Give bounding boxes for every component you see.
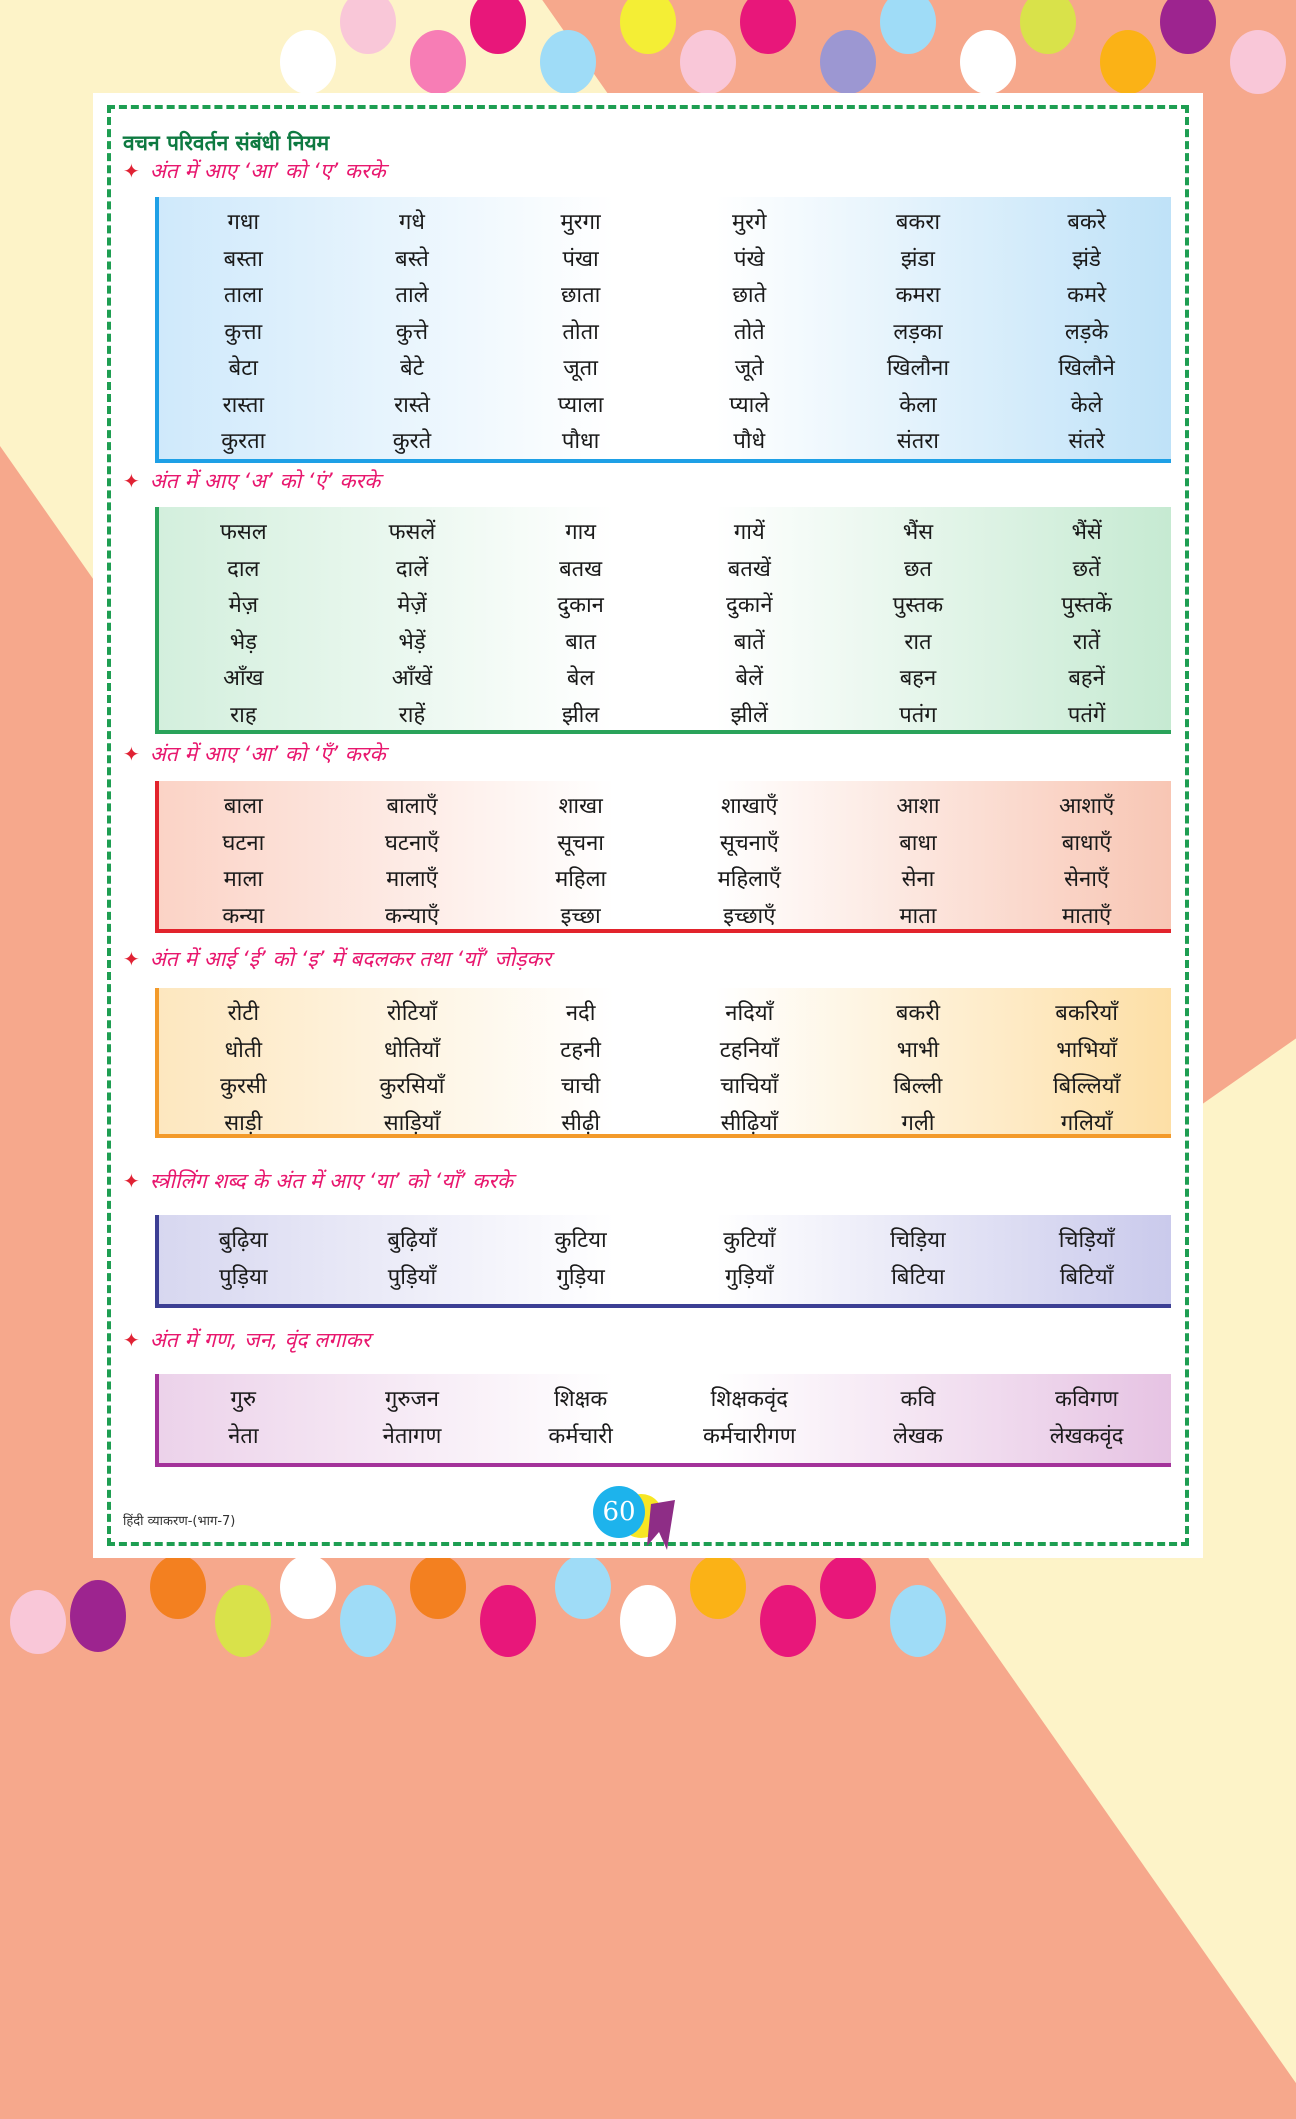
table-row (159, 203, 1171, 240)
singular-word: बुढ़िया (218, 1228, 268, 1254)
singular-word: सूचना (557, 830, 605, 856)
singular-word: प्याला (557, 392, 604, 418)
singular-word: कुरता (221, 429, 266, 455)
table-row (159, 240, 1171, 277)
singular-word: पतंग (899, 702, 937, 728)
plural-word: बेटे (400, 356, 424, 382)
singular-word: टहनी (560, 1037, 601, 1063)
decor-dot (215, 1585, 271, 1657)
page-number-badge (593, 1486, 693, 1556)
word-table (155, 781, 1171, 933)
table-row (159, 550, 1171, 587)
decor-dot (410, 30, 466, 94)
plural-word: लड़के (1064, 319, 1109, 345)
plural-word: आँखें (391, 666, 433, 692)
rule-heading (123, 1166, 513, 1196)
singular-word: बहन (899, 666, 937, 692)
plural-word: बस्ते (395, 246, 429, 272)
table-row (159, 1067, 1171, 1104)
plural-word: बालाएँ (386, 794, 438, 820)
star-bullet-icon: ✦ (123, 947, 140, 971)
table-row (159, 897, 1171, 934)
singular-word: फसल (219, 520, 267, 546)
table-row (159, 422, 1171, 459)
page (93, 93, 1203, 1558)
singular-word: बिटिया (891, 1264, 945, 1290)
plural-word: गुड़ियाँ (725, 1264, 774, 1290)
plural-word: भेड़ें (398, 629, 426, 655)
rule-heading (123, 739, 386, 769)
singular-word: कुरसी (220, 1074, 267, 1100)
plural-word: बकरे (1067, 210, 1106, 236)
plural-word: फसलें (388, 520, 436, 546)
table-row (159, 586, 1171, 623)
singular-word: जूता (563, 356, 598, 382)
singular-word: गुरु (230, 1387, 257, 1413)
singular-word: खिलौना (886, 356, 950, 382)
singular-word: कन्या (222, 903, 265, 929)
singular-word: मुरगा (560, 210, 601, 236)
singular-word: ताला (223, 283, 263, 309)
decor-dot (680, 30, 736, 94)
plural-word: झीलें (730, 702, 768, 728)
plural-word: मालाएँ (386, 867, 438, 893)
plural-word: चिड़ियाँ (1058, 1228, 1115, 1254)
plural-word: जूते (734, 356, 764, 382)
singular-word: बात (565, 629, 597, 655)
singular-word: झंडा (900, 246, 935, 272)
singular-word: आशा (896, 794, 940, 820)
plural-word: छतें (1072, 556, 1101, 582)
plural-word: सीढ़ियाँ (720, 1110, 778, 1136)
word-table (155, 197, 1171, 463)
table-row (159, 824, 1171, 861)
singular-word: पुड़िया (219, 1264, 268, 1290)
book-title: हिंदी व्याकरण-(भाग-7) (123, 1514, 236, 1529)
word-table (155, 988, 1171, 1138)
table-row (159, 349, 1171, 386)
table-row (159, 1031, 1171, 1068)
singular-word: संतरा (896, 429, 939, 455)
table-row (159, 659, 1171, 696)
plural-word: सूचनाएँ (719, 830, 779, 856)
rule-text: अंत में आई ‘ई’ को ‘इ’ में बदलकर तथा ‘याँ’ जोड़कर (149, 947, 552, 971)
singular-word: चिड़िया (890, 1228, 946, 1254)
table-row (159, 623, 1171, 660)
plural-word: गुरुजन (384, 1387, 440, 1413)
singular-word: छत (903, 556, 932, 582)
singular-word: माता (899, 903, 937, 929)
plural-word: नेतागण (382, 1423, 442, 1449)
plural-word: गलियाँ (1060, 1110, 1113, 1136)
word-table (155, 1374, 1171, 1467)
singular-word: भेड़ (229, 629, 257, 655)
decor-dot (760, 1585, 816, 1657)
plural-word: पतंगें (1067, 702, 1106, 728)
decor-dot (280, 30, 336, 94)
plural-word: शाखाएँ (721, 794, 778, 820)
decor-dot (690, 1555, 746, 1619)
singular-word: धोती (224, 1037, 263, 1063)
star-bullet-icon: ✦ (123, 159, 140, 183)
rule-heading (123, 944, 551, 974)
plural-word: धोतियाँ (384, 1037, 440, 1063)
singular-word: आँख (223, 666, 264, 692)
plural-word: कमरे (1067, 283, 1107, 309)
plural-word: भैंसें (1071, 520, 1102, 546)
singular-word: दाल (227, 556, 260, 582)
plural-word: झंडे (1072, 246, 1101, 272)
singular-word: घटना (222, 830, 265, 856)
plural-word: महिलाएँ (717, 867, 781, 893)
plural-word: बाधाएँ (1061, 830, 1112, 856)
decor-dot (890, 1585, 946, 1657)
rule-text: अंत में गण, जन, वृंद लगाकर (149, 1328, 371, 1352)
plural-word: लेखकवृंद (1049, 1423, 1124, 1449)
star-bullet-icon: ✦ (123, 742, 140, 766)
singular-word: बाला (223, 794, 263, 820)
plural-word: रातें (1072, 629, 1101, 655)
singular-word: गुड़िया (556, 1264, 605, 1290)
plural-word: बहनें (1068, 666, 1105, 692)
plural-word: बुढ़ियाँ (387, 1228, 437, 1254)
singular-word: रोटी (227, 1001, 260, 1027)
decor-dot (555, 1555, 611, 1619)
singular-word: पुस्तक (892, 593, 944, 619)
decor-dot (620, 0, 676, 54)
plural-word: पुस्तकें (1061, 593, 1112, 619)
singular-word: इच्छा (560, 903, 601, 929)
rule-text: स्त्रीलिंग शब्द के अंत में आए ‘या’ को ‘याँ’ करके (149, 1169, 514, 1193)
plural-word: पुड़ियाँ (387, 1264, 437, 1290)
plural-word: संतरे (1068, 429, 1105, 455)
singular-word: कवि (900, 1387, 936, 1413)
word-table (155, 1215, 1171, 1308)
table-row (159, 1417, 1171, 1454)
table-row (159, 1221, 1171, 1258)
singular-word: शाखा (558, 794, 603, 820)
plural-word: बकरियाँ (1055, 1001, 1118, 1027)
singular-word: नेता (228, 1423, 259, 1449)
singular-word: छाता (560, 283, 601, 309)
singular-word: बाधा (899, 830, 937, 856)
decor-dot (1020, 0, 1076, 54)
plural-word: कुरसियाँ (379, 1074, 445, 1100)
singular-word: बेटा (228, 356, 258, 382)
decor-dot (150, 1555, 206, 1619)
plural-word: दालें (395, 556, 429, 582)
plural-word: मेज़ें (397, 593, 427, 619)
plural-word: सेनाएँ (1064, 867, 1110, 893)
table-row (159, 1258, 1171, 1295)
decor-dot (740, 0, 796, 54)
star-bullet-icon: ✦ (123, 469, 140, 493)
plural-word: कर्मचारीगण (702, 1423, 796, 1449)
plural-word: गधे (399, 210, 425, 236)
singular-word: सीढ़ी (561, 1110, 600, 1136)
plural-word: घटनाएँ (384, 830, 440, 856)
rule-text: अंत में आए ‘आ’ को ‘ए’ करके (149, 159, 386, 183)
plural-word: दुकानें (726, 593, 773, 619)
rule-text: अंत में आए ‘अ’ को ‘एं’ करके (149, 469, 381, 493)
plural-word: आशाएँ (1058, 794, 1115, 820)
plural-word: बतखें (727, 556, 771, 582)
table-row (159, 860, 1171, 897)
table-row (159, 513, 1171, 550)
star-bullet-icon: ✦ (123, 1169, 140, 1193)
singular-word: चाची (560, 1074, 601, 1100)
table-row (159, 787, 1171, 824)
decor-dot (280, 1555, 336, 1619)
plural-word: मुरगे (732, 210, 767, 236)
singular-word: बेल (566, 666, 595, 692)
singular-word: बिल्ली (893, 1074, 943, 1100)
singular-word: झील (562, 702, 600, 728)
plural-word: रोटियाँ (387, 1001, 437, 1027)
plural-word: चाचियाँ (720, 1074, 779, 1100)
plural-word: पंखे (734, 246, 765, 272)
singular-word: लेखक (893, 1423, 943, 1449)
singular-word: बस्ता (223, 246, 263, 272)
decor-dot (1230, 30, 1286, 94)
table-row (159, 696, 1171, 733)
table-row (159, 994, 1171, 1031)
plural-word: केले (1070, 392, 1103, 418)
singular-word: पौधा (561, 429, 600, 455)
decor-dot (1100, 30, 1156, 94)
plural-word: भाभियाँ (1056, 1037, 1117, 1063)
table-row (159, 276, 1171, 313)
decor-dot (1160, 0, 1216, 54)
rule-text: अंत में आए ‘आ’ को ‘एँ’ करके (149, 742, 386, 766)
rule-heading (123, 156, 386, 186)
singular-word: बकरी (895, 1001, 941, 1027)
plural-word: कुरते (392, 429, 432, 455)
plural-word: इच्छाएँ (723, 903, 776, 929)
plural-word: कुत्ते (395, 319, 429, 345)
decor-dot (480, 1585, 536, 1657)
singular-word: रास्ता (222, 392, 265, 418)
singular-word: बतख (559, 556, 603, 582)
singular-word: शिक्षक (553, 1387, 608, 1413)
decor-dot (340, 1585, 396, 1657)
plural-word: खिलौने (1058, 356, 1115, 382)
plural-word: टहनियाँ (719, 1037, 779, 1063)
singular-word: सेना (901, 867, 935, 893)
singular-word: मेज़ (228, 593, 259, 619)
singular-word: रात (904, 629, 932, 655)
plural-word: ताले (395, 283, 429, 309)
plural-word: कुटियाँ (723, 1228, 776, 1254)
singular-word: केला (899, 392, 937, 418)
singular-word: तोता (562, 319, 599, 345)
plural-word: रास्ते (394, 392, 430, 418)
singular-word: राह (230, 702, 257, 728)
singular-word: कर्मचारी (548, 1423, 613, 1449)
singular-word: भैंस (902, 520, 934, 546)
table-row (159, 386, 1171, 423)
plural-word: प्याले (729, 392, 770, 418)
singular-word: गाय (565, 520, 597, 546)
star-bullet-icon: ✦ (123, 1328, 140, 1352)
plural-word: राहें (398, 702, 426, 728)
page-title: वचन परिवर्तन संबंधी नियम (123, 131, 330, 155)
plural-word: तोते (733, 319, 765, 345)
plural-word: माताएँ (1061, 903, 1112, 929)
decor-dot (410, 1555, 466, 1619)
singular-word: कुत्ता (224, 319, 263, 345)
singular-word: दुकान (557, 593, 604, 619)
word-table (155, 507, 1171, 734)
decor-dot (820, 30, 876, 94)
plural-word: कन्याएँ (384, 903, 439, 929)
plural-word: कविगण (1055, 1387, 1119, 1413)
singular-word: कुटिया (554, 1228, 607, 1254)
decor-dot (960, 30, 1016, 94)
plural-word: बेलें (735, 666, 764, 692)
plural-word: बातें (733, 629, 765, 655)
singular-word: गली (901, 1110, 935, 1136)
singular-word: बकरा (895, 210, 941, 236)
page-number: 60 (593, 1486, 645, 1538)
plural-word: गायें (733, 520, 765, 546)
singular-word: साड़ी (224, 1110, 263, 1136)
singular-word: नदी (565, 1001, 596, 1027)
singular-word: गधा (227, 210, 260, 236)
decor-dot (10, 1590, 66, 1654)
plural-word: बिल्लियाँ (1052, 1074, 1121, 1100)
singular-word: पंखा (562, 246, 599, 272)
decor-dot (880, 0, 936, 54)
decor-dot (540, 30, 596, 94)
plural-word: साड़ियाँ (383, 1110, 441, 1136)
table-row (159, 1104, 1171, 1141)
table-row (159, 1380, 1171, 1417)
singular-word: भाभी (896, 1037, 940, 1063)
decor-dot (70, 1580, 126, 1652)
rule-heading (123, 466, 380, 496)
plural-word: शिक्षकवृंद (710, 1387, 788, 1413)
plural-word: बिटियाँ (1059, 1264, 1114, 1290)
rule-heading (123, 1325, 370, 1355)
table-row (159, 313, 1171, 350)
decor-dot (620, 1585, 676, 1657)
singular-word: कमरा (895, 283, 941, 309)
plural-word: छाते (732, 283, 767, 309)
singular-word: माला (223, 867, 264, 893)
singular-word: लड़का (893, 319, 943, 345)
singular-word: महिला (555, 867, 607, 893)
plural-word: पौधे (733, 429, 766, 455)
plural-word: नदियाँ (725, 1001, 774, 1027)
decor-dot (820, 1555, 876, 1619)
